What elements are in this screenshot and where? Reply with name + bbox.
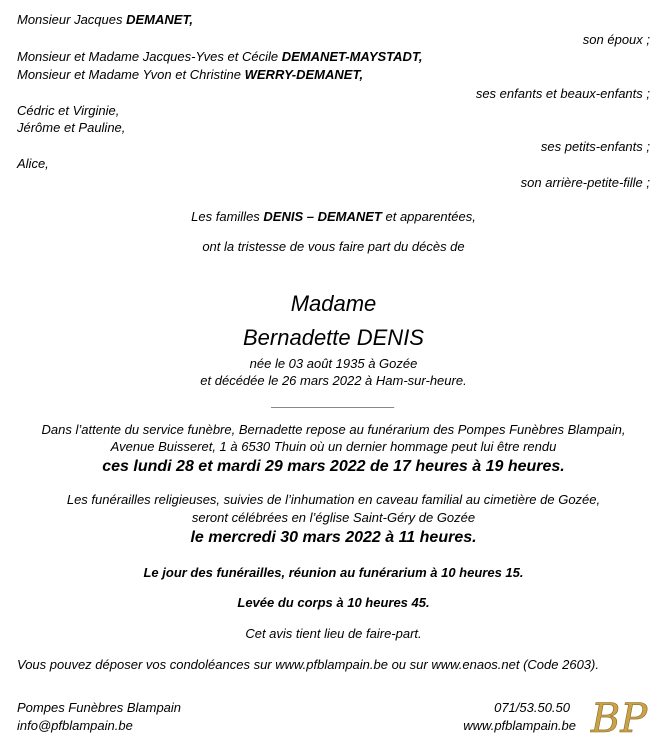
funeral-line-2: seront célébrées en l’église Saint-Géry de Gozée [191,510,476,525]
footer-email[interactable]: info@pfblampain.be [17,718,133,733]
condolences-note: Vous pouvez déposer vos condoléances sur www.pfblampain.be ou sur www.enaos.net (Code 2603). [17,657,599,672]
funeral-line-1: Les funérailles religieuses, suivies de l’inhumation en caveau familial au cimetière de Gozée, [66,492,601,507]
deceased-name: Bernadette DENIS [243,325,424,350]
spouse-line: Monsieur Jacques DEMANET, [17,12,194,27]
spouse-role: son époux ; [582,32,650,47]
greatgrandchild-line: Alice, [17,156,49,171]
families-names: DENIS – DEMANET [263,209,382,224]
grandchildren-role: ses petits-enfants ; [540,139,650,154]
logo-text: BP [590,696,648,742]
children-role: ses enfants et beaux-enfants ; [475,86,650,101]
funeral-date: le mercredi 30 mars 2022 à 11 heures. [190,529,477,546]
greatgrandchild-role: son arrière-petite-fille ; [520,175,650,190]
grandchild-line-1: Cédric et Virginie, [17,103,120,118]
separator-line: _________________ [272,394,395,409]
child-line-1: Monsieur et Madame Jacques-Yves et Cécile DEMANET-MAYSTADT, [17,49,423,64]
families-line: Les familles DENIS – DEMANET et apparentées, [191,209,476,224]
child-line-2: Monsieur et Madame Yvon et Christine WERRY-DEMANET, [17,67,364,82]
footer-company: Pompes Funèbres Blampain [17,700,182,715]
visitation-line-1: Dans l’attente du service funèbre, Bernadette repose au funérarium des Pompes Funèbres Blampain, [41,422,626,437]
spouse-name: DEMANET, [126,12,194,27]
visitation-dates: ces lundi 28 et mardi 29 mars 2022 de 17 heures à 19 heures. [102,458,565,475]
grandchild-line-2: Jérôme et Pauline, [17,120,126,135]
death-line: et décédée le 26 mars 2022 à Ham-sur-heure. [200,373,467,388]
sadness-line: ont la tristesse de vous faire part du décès de [202,239,465,254]
meeting-note: Le jour des funérailles, réunion au funérarium à 10 heures 15. [143,565,524,580]
birth-line: née le 03 août 1935 à Gozée [249,356,418,371]
child-name-2: WERRY-DEMANET, [244,67,364,82]
bp-logo-icon [584,692,654,742]
notice-note: Cet avis tient lieu de faire-part. [245,626,422,641]
departure-note: Levée du corps à 10 heures 45. [237,595,430,610]
visitation-line-2: Avenue Buisseret, 1 à 6530 Thuin où un dernier hommage peut lui être rendu [110,439,557,454]
footer-phone[interactable]: 071/53.50.50 [494,700,570,715]
child-name-1: DEMANET-MAYSTADT, [281,49,423,64]
footer-website[interactable]: www.pfblampain.be [463,718,576,733]
deceased-title: Madame [290,291,377,316]
